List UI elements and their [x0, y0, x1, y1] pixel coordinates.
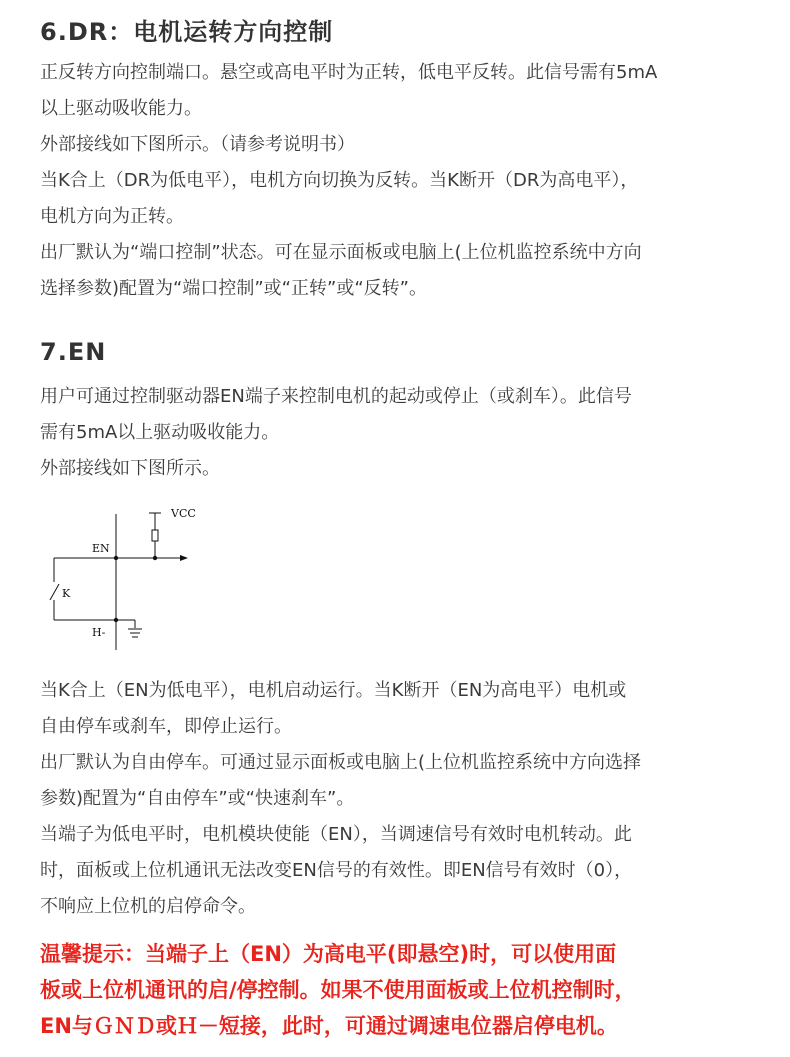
section7-body — [40, 673, 770, 925]
vcc-label: VCC — [171, 507, 196, 520]
warning-line: 板或上位机通讯的启/停控制。如果不使用面板或上位机控制时， — [40, 978, 636, 1002]
section7-body-line: 当端子为低电平时，电机模块使能（EN），当调速信号有效时电机转动。此 — [40, 824, 632, 845]
section6-heading: 6.DR：电机运转方向控制 — [40, 18, 334, 46]
h-label: H- — [92, 626, 106, 639]
section7-body-line: 出厂默认为自由停车。可通过显示面板或电脑上(上位机监控系统中方向选择 — [40, 752, 642, 773]
section6-line: 外部接线如下图所示。（请参考说明书） — [40, 134, 355, 155]
section6-line: 出厂默认为“端口控制”状态。可在显示面板或电脑上(上位机监控系统中方向 — [40, 242, 642, 263]
section6-line: 电机方向为正转。 — [40, 206, 184, 227]
section7-intro-line: 用户可通过控制驱动器EN端子来控制电机的起动或停止（或刹车）。此信号 — [40, 386, 632, 407]
warning-line: 温馨提示：当端子上（EN）为高电平(即悬空)时，可以使用面 — [40, 942, 617, 966]
junction-dot — [114, 556, 118, 560]
section7-body-line: 时，面板或上位机通讯无法改变EN信号的有效性。即EN信号有效时（0）， — [40, 860, 633, 881]
warning-note — [40, 936, 780, 1044]
ground-icon — [128, 629, 142, 637]
section7-body-line: 自由停车或刹车，即停止运行。 — [40, 716, 292, 737]
switch-icon — [50, 584, 59, 600]
section7-intro — [40, 379, 770, 487]
section7-heading: 7.EN — [40, 338, 107, 366]
en-label: EN — [92, 542, 110, 555]
section6-line: 正反转方向控制端口。悬空或高电平时为正转，低电平反转。此信号需有5mA — [40, 62, 658, 83]
en-wiring-diagram — [40, 500, 240, 660]
section7-intro-line: 外部接线如下图所示。 — [40, 458, 220, 479]
section7-intro-line: 需有5mA以上驱动吸收能力。 — [40, 422, 280, 443]
section6-body — [40, 55, 770, 307]
section6-line: 选择参数)配置为“端口控制”或“正转”或“反转”。 — [40, 278, 427, 299]
section6-line: 以上驱动吸收能力。 — [40, 98, 202, 119]
section7-body-line: 不响应上位机的启停命令。 — [40, 896, 256, 917]
section7-body-line: 参数)配置为“自由停车”或“快速刹车”。 — [40, 788, 355, 809]
warning-line: EN与ＧＮＤ或Ｈ－短接，此时，可通过调速电位器启停电机。 — [40, 1014, 618, 1038]
section7-body-line: 当K合上（EN为低电平），电机启动运行。当K断开（EN为高电平）电机或 — [40, 680, 627, 701]
k-label: K — [62, 587, 71, 600]
section6-line: 当K合上（DR为低电平），电机方向切换为反转。当K断开（DR为高电平）， — [40, 170, 639, 191]
resistor-icon — [152, 530, 158, 541]
arrow-right-icon — [180, 555, 188, 561]
